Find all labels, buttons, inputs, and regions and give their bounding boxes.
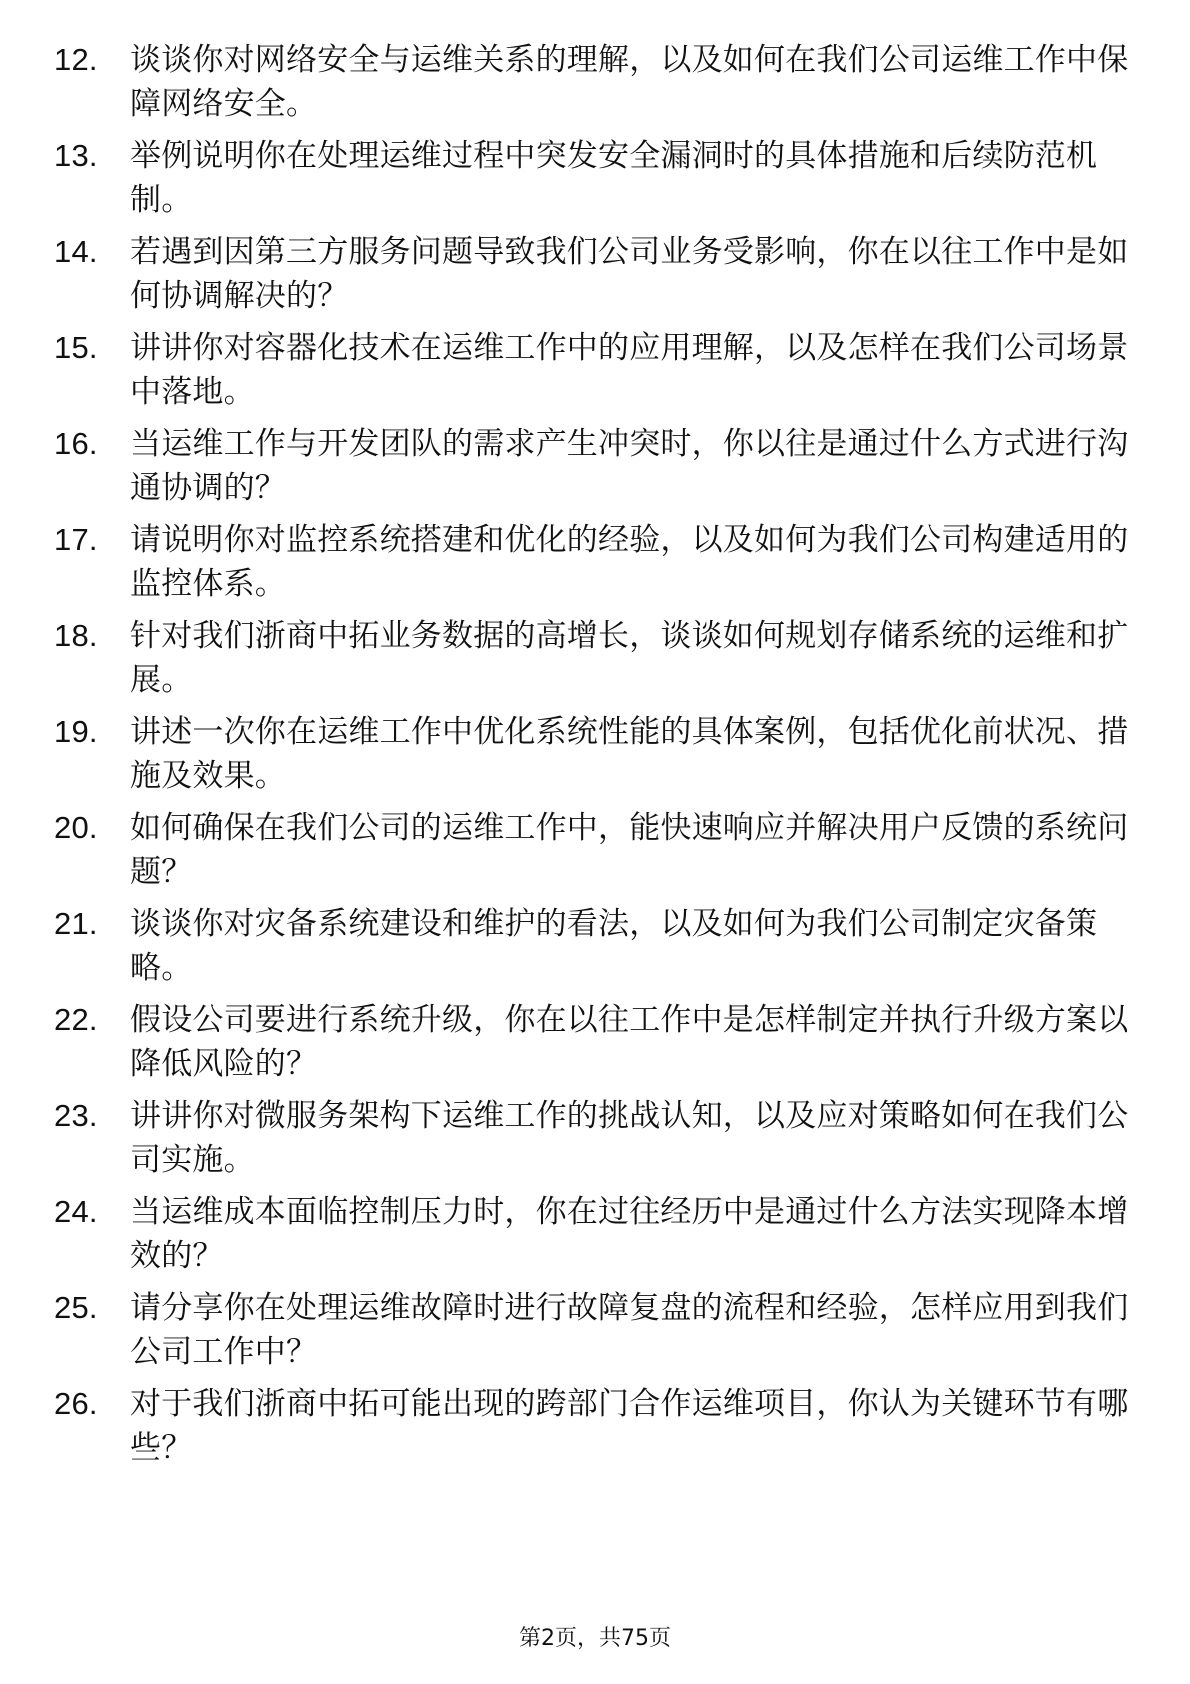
question-item (54, 326, 1134, 418)
question-number: 14. (54, 234, 98, 269)
question-number: 25. (54, 1290, 98, 1325)
question-item (54, 38, 1134, 130)
question-number: 18. (54, 618, 98, 653)
question-text: 如何确保在我们公司的运维工作中，能快速响应并解决用户反馈的系统问题？ (130, 810, 1129, 890)
question-text: 举例说明你在处理运维过程中突发安全漏洞时的具体措施和后续防范机制。 (130, 138, 1098, 218)
question-text: 讲述一次你在运维工作中优化系统性能的具体案例，包括优化前状况、措施及效果。 (130, 714, 1129, 794)
question-text: 讲讲你对微服务架构下运维工作的挑战认知，以及应对策略如何在我们公司实施。 (130, 1098, 1129, 1178)
question-text: 讲讲你对容器化技术在运维工作中的应用理解，以及怎样在我们公司场景中落地。 (130, 330, 1129, 410)
question-item (54, 1094, 1134, 1186)
question-number: 16. (54, 426, 98, 461)
question-text: 当运维工作与开发团队的需求产生冲突时，你以往是通过什么方式进行沟通协调的？ (130, 426, 1129, 506)
question-item (54, 710, 1134, 802)
question-item (54, 1382, 1134, 1474)
question-text: 对于我们浙商中拓可能出现的跨部门合作运维项目，你认为关键环节有哪些？ (130, 1386, 1129, 1466)
page-footer: 第2页，共75页 (519, 1626, 671, 1651)
question-number: 13. (54, 138, 98, 173)
question-text: 请说明你对监控系统搭建和优化的经验，以及如何为我们公司构建适用的监控体系。 (130, 522, 1129, 602)
question-item (54, 998, 1134, 1090)
question-item (54, 422, 1134, 514)
question-number: 21. (54, 906, 98, 941)
question-item (54, 230, 1134, 322)
question-number: 19. (54, 714, 98, 749)
question-number: 24. (54, 1194, 98, 1229)
question-text: 针对我们浙商中拓业务数据的高增长，谈谈如何规划存储系统的运维和扩展。 (130, 618, 1129, 698)
question-item (54, 614, 1134, 706)
question-number: 20. (54, 810, 98, 845)
question-item (54, 518, 1134, 610)
question-text: 谈谈你对灾备系统建设和维护的看法，以及如何为我们公司制定灾备策略。 (130, 906, 1098, 986)
question-number: 26. (54, 1386, 98, 1421)
question-number: 15. (54, 330, 98, 365)
question-text: 当运维成本面临控制压力时，你在过往经历中是通过什么方法实现降本增效的？ (130, 1194, 1129, 1274)
question-number: 12. (54, 42, 98, 77)
question-item (54, 1190, 1134, 1282)
question-number: 22. (54, 1002, 98, 1037)
question-item (54, 806, 1134, 898)
question-item (54, 902, 1134, 994)
question-text: 若遇到因第三方服务问题导致我们公司业务受影响，你在以往工作中是如何协调解决的？ (130, 234, 1129, 314)
question-text: 谈谈你对网络安全与运维关系的理解，以及如何在我们公司运维工作中保障网络安全。 (130, 42, 1129, 122)
question-item (54, 134, 1134, 226)
question-item (54, 1286, 1134, 1378)
question-text: 假设公司要进行系统升级，你在以往工作中是怎样制定并执行升级方案以降低风险的？ (130, 1002, 1129, 1082)
question-number: 17. (54, 522, 98, 557)
question-number: 23. (54, 1098, 98, 1133)
question-text: 请分享你在处理运维故障时进行故障复盘的流程和经验，怎样应用到我们公司工作中？ (130, 1290, 1129, 1370)
question-list (54, 38, 1134, 1478)
